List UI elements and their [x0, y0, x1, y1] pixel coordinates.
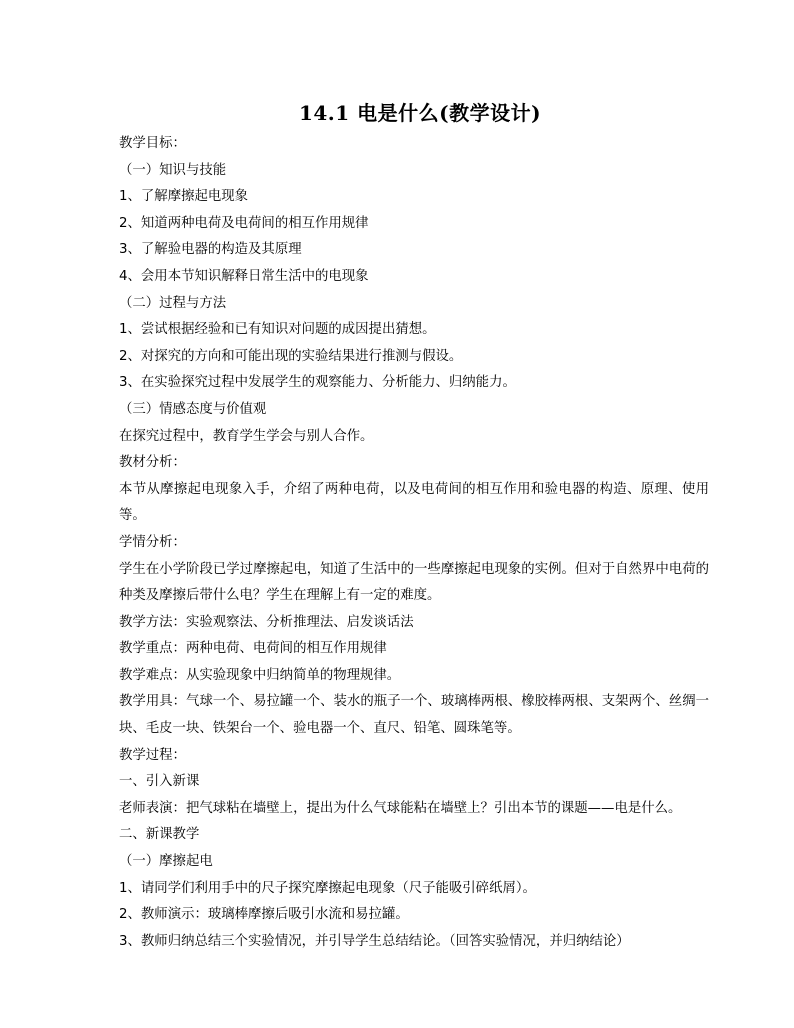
list-item: 3、教师归纳总结三个实验情况，并引导学生总结结论。（回答实验情况，并归纳结论） — [119, 933, 630, 949]
subheading-knowledge-skills: （一）知识与技能 — [119, 162, 227, 178]
list-item: 2、知道两种电荷及电荷间的相互作用规律 — [119, 215, 369, 231]
teaching-tools: 教学用具：气球一个、易拉罐一个、装水的瓶子一个、玻璃棒两根、橡胶棒两根、支架两个、丝绸一块、毛皮一块、铁架台一个、验电器一个、直尺、铅笔、圆珠笔等。 — [119, 694, 709, 737]
heading-teaching-process: 教学过程： — [119, 747, 186, 763]
teaching-methods: 教学方法：实验观察法、分析推理法、启发谈话法 — [119, 614, 414, 630]
paragraph-student-analysis: 学生在小学阶段已学过摩擦起电，知道了生活中的一些摩擦起电现象的实例。但对于自然界中电荷的种类及摩擦后带什么电？学生在理解上有一定的难度。 — [119, 561, 709, 604]
list-item: 2、对探究的方向和可能出现的实验结果进行推测与假设。 — [119, 348, 463, 364]
heading-objectives: 教学目标： — [119, 136, 186, 151]
subheading-friction-electricity: （一）摩擦起电 — [119, 854, 213, 870]
subheading-process-methods: （二）过程与方法 — [119, 295, 227, 311]
list-item: 1、了解摩擦起电现象 — [119, 189, 249, 205]
heading-textbook-analysis: 教材分析： — [119, 455, 186, 471]
paragraph: 在探究过程中，教育学生学会与别人合作。 — [119, 428, 374, 444]
subheading-attitude-values: （三）情感态度与价值观 — [119, 401, 267, 417]
section-introduction: 一、引入新课 — [119, 774, 200, 790]
list-item: 3、了解验电器的构造及其原理 — [119, 242, 302, 258]
document-title: 14.1 电是什么(教学设计) — [298, 101, 542, 125]
paragraph-textbook-analysis: 本节从摩擦起电现象入手，介绍了两种电荷，以及电荷间的相互作用和验电器的构造、原理、使用等。 — [119, 481, 709, 524]
teaching-difficulties: 教学难点：从实验现象中归纳简单的物理规律。 — [119, 667, 401, 683]
heading-student-analysis: 学情分析： — [119, 534, 186, 550]
paragraph: 老师表演：把气球粘在墙壁上，提出为什么气球能粘在墙壁上？引出本节的课题——电是什么。 — [119, 800, 682, 816]
section-new-lesson: 二、新课教学 — [119, 827, 200, 843]
teaching-key-points: 教学重点：两种电荷、电荷间的相互作用规律 — [119, 641, 387, 657]
list-item: 3、在实验探究过程中发展学生的观察能力、分析能力、归纳能力。 — [119, 375, 516, 391]
list-item: 1、请同学们利用手中的尺子探究摩擦起电现象（尺子能吸引碎纸屑）。 — [119, 880, 536, 896]
document-body — [119, 131, 709, 955]
list-item: 1、尝试根据经验和已有知识对问题的成因提出猜想。 — [119, 322, 436, 338]
list-item: 4、会用本节知识解释日常生活中的电现象 — [119, 268, 369, 284]
list-item: 2、教师演示：玻璃棒摩擦后吸引水流和易拉罐。 — [119, 907, 409, 923]
